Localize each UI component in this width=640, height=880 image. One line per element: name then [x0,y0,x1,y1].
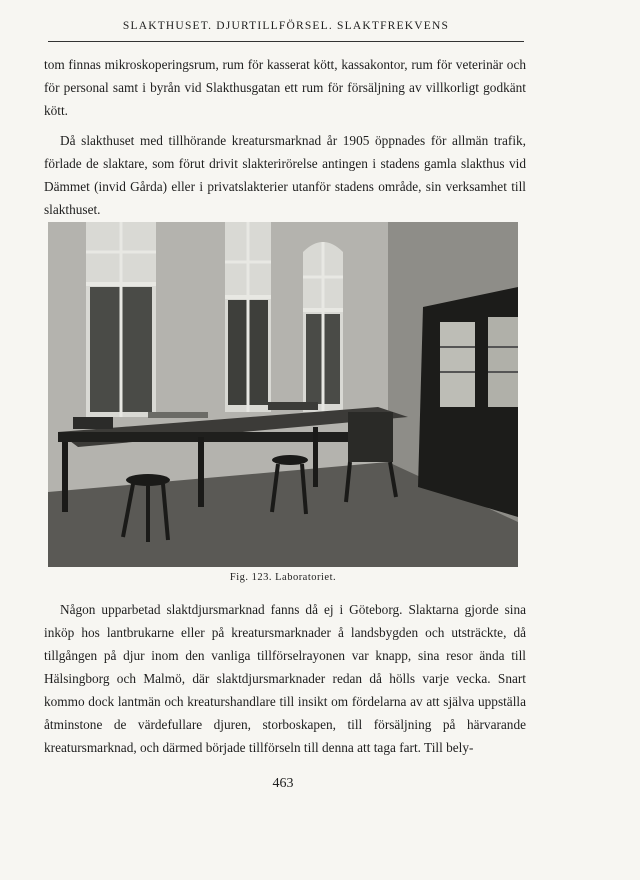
glass-cabinet [418,287,518,517]
paragraph-1: tom finnas mikroskoperingsrum, rum för kasserat kött, kassakontor, rum för veterinär och för personal samt i byrån vid Slakthusgatan ett rum för försäljning av villkorligt godkänt kött. [44,57,526,118]
window-right [303,242,343,412]
paragraph-2: Då slakthuset med tillhörande kreatursmarknad år 1905 öppnades för allmän trafik, förlade de slaktare, som förut drivit slakterirörelse antingen i stadens gamla slakthus vid Dämmet (invid Gårda) eller i privatslakterier utanför stadens område, sin verksamhet till slakthuset. [44,133,526,217]
laboratory-photograph [48,222,518,567]
figure-caption: Fig. 123. Laboratoriet. [229,572,337,583]
page-number: 463 [272,776,294,791]
window-middle [225,222,271,412]
window-left [86,222,156,417]
paragraph-3: Någon upparbetad slaktdjursmarknad fanns då ej i Göteborg. Slaktarna gjorde sina inköp hos lantbrukarne eller på kreatursmarknader å landsbygden och utsträckte, då tillgången på djur inom den vanliga tillförselrayonen var knapp, sina resor ända till Hälsingborg och Malmö, där slaktdjursmarknader redan då hölls varje vecka. Snart kommo dock lantmän och kreaturshandlare till insikt om fördelarna av att själva uppställa åtminstone de värdefullare djuren, storboskapen, till försäljning på härvarande kreatursmarknad, och därmed började tillförseln till denna att taga fart. Till bely- [44,602,526,755]
running-head: SLAKTHUSET. DJURTILLFÖRSEL. SLAKTFREKVENS [122,20,450,32]
header-rule [48,41,524,42]
